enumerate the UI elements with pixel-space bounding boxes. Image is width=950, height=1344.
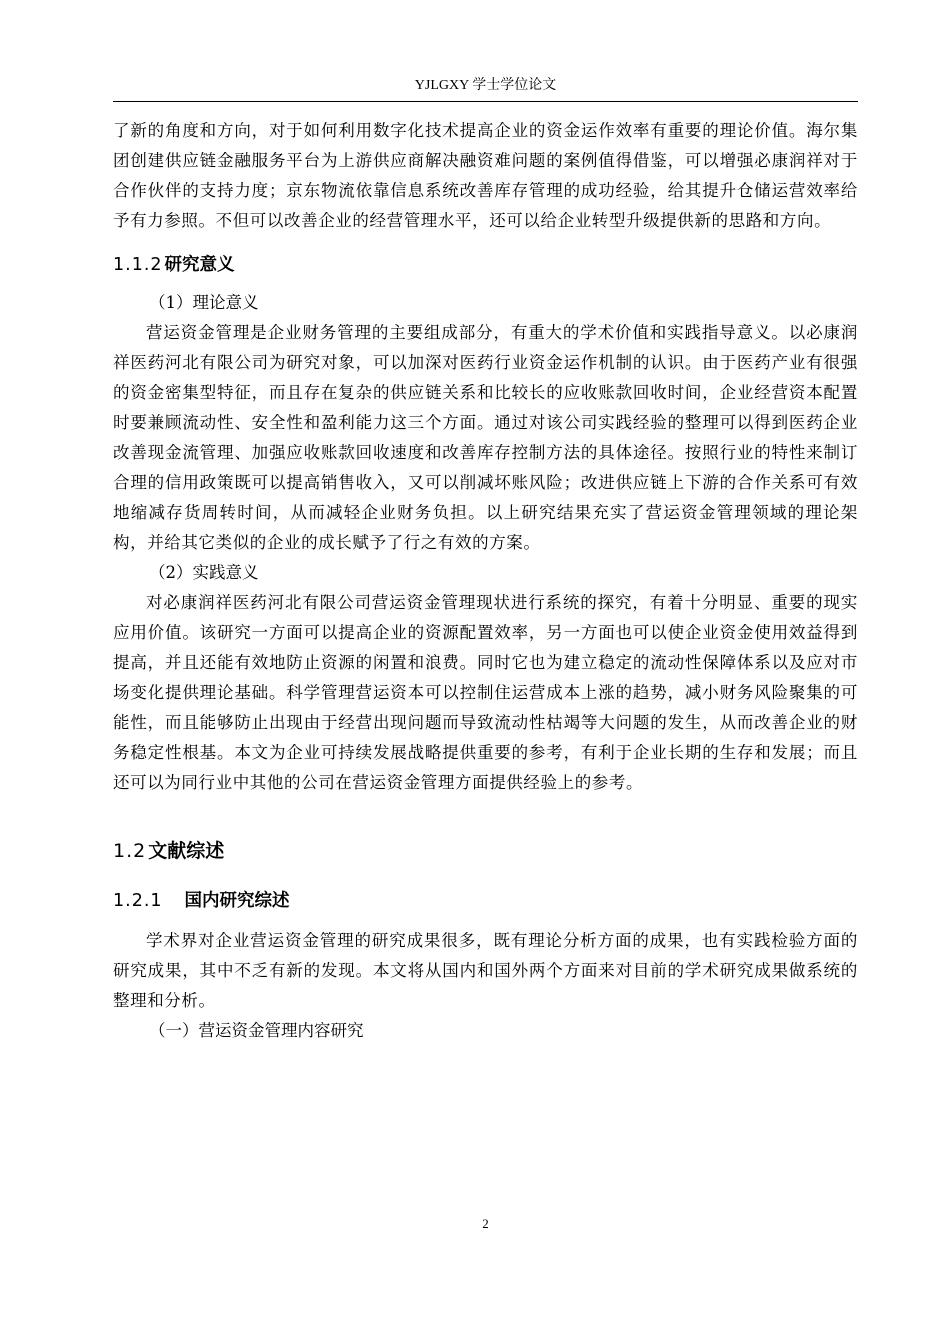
page-body: [113, 116, 858, 1046]
section-title: 研究意义: [164, 255, 235, 275]
section-title: 文献综述: [148, 840, 225, 862]
paragraph-practice: 对必康润祥医药河北有限公司营运资金管理现状进行系统的探究，有着十分明显、重要的现实应用价值。该研究一方面可以提高企业的资源配置效率，另一方面也可以使企业资金使用效益得到提高，并且还能有效地防止资源的闲置和浪费。同时它也为建立稳定的流动性保障体系以及应对市场变化提供理论基础。科学管理营运资本可以控制住运营成本上涨的趋势，减小财务风险聚集的可能性，而且能够防止出现由于经营出现问题而导致流动性枯竭等大问题的发生，从而改善企业的财务稳定性根基。本文为企业可持续发展战略提供重要的参考，有利于企业长期的生存和发展；而且还可以为同行业中其他的公司在营运资金管理方面提供经验上的参考。: [113, 593, 858, 792]
header-divider: [113, 101, 858, 102]
page-number: 2: [482, 1216, 489, 1231]
section-heading-1-2-1: [113, 886, 858, 916]
section-number: 1.2.1: [113, 891, 163, 911]
section-number: 1.1.2: [113, 255, 163, 275]
section-heading-1-2: [113, 836, 858, 866]
paragraph-theory: 营运资金管理是企业财务管理的主要组成部分，有重大的学术价值和实践指导意义。以必康润祥医药河北有限公司为研究对象，可以加深对医药行业资金运作机制的认识。由于医药产业有很强的资金密集型特征，而且存在复杂的供应链关系和比较长的应收账款回收时间，企业经营资本配置时要兼顾流动性、安全性和盈利能力这三个方面。通过对该公司实践经验的整理可以得到医药企业改善现金流管理、加强应收账款回收速度和改善库存控制方法的具体途径。按照行业的特性来制订合理的信用政策既可以提高销售收入，又可以削减坏账风险；改进供应链上下游的合作关系可有效地缩减存货周转时间，从而减轻企业财务负担。以上研究结果充实了营运资金管理领域的理论架构，并给其它类似的企业的成长赋予了行之有效的方案。: [113, 323, 858, 552]
subheading-practice: （2）实践意义: [149, 563, 259, 582]
paragraph-continued: 了新的角度和方向，对于如何利用数字化技术提高企业的资金运作效率有重要的理论价值。海尔集团创建供应链金融服务平台为上游供应商解决融资难问题的案例值得借鉴，可以增强必康润祥对于合作伙伴的支持力度；京东物流依靠信息系统改善库存管理的成功经验，给其提升仓储运营效率给予有力参照。不但可以改善企业的经营管理水平，还可以给企业转型升级提供新的思路和方向。: [113, 121, 858, 230]
section-title: 国内研究综述: [184, 891, 290, 911]
subheading-content-research: （一）营运资金管理内容研究: [149, 1021, 364, 1040]
section-heading-1-1-2: [113, 250, 858, 280]
running-header: YJLGXY 学士学位论文: [414, 78, 557, 93]
paragraph-review: 学术界对企业营运资金管理的研究成果很多，既有理论分析方面的成果，也有实践检验方面的研究成果，其中不乏有新的发现。本文将从国内和国外两个方面来对目前的学术研究成果做系统的整理和分析。: [113, 931, 858, 1010]
subheading-theory: （1）理论意义: [149, 293, 259, 312]
section-number: 1.2: [113, 840, 147, 862]
